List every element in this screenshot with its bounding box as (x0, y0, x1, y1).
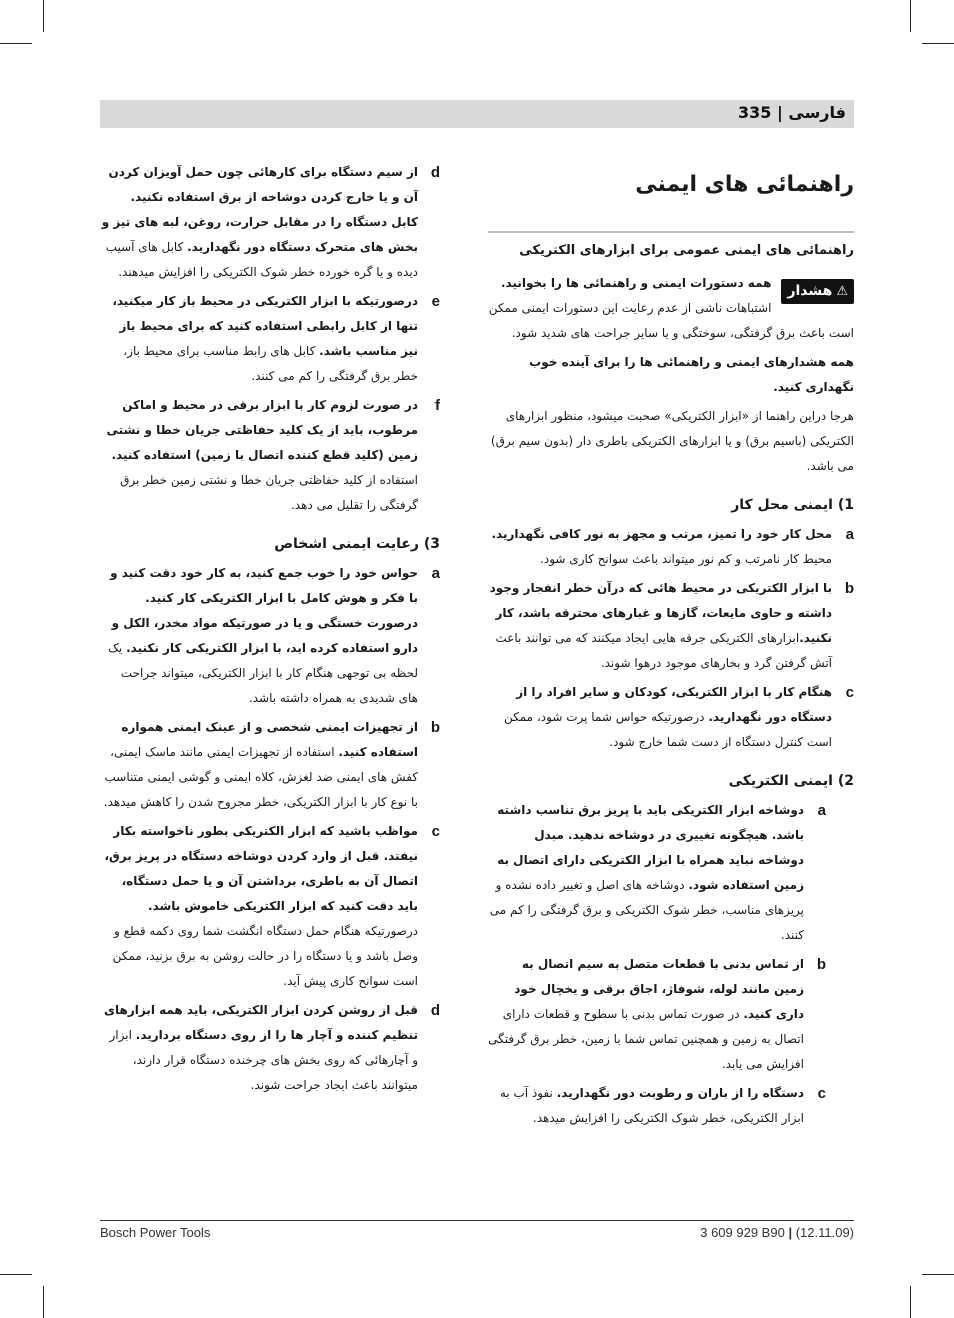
list-electrical-continued (100, 160, 440, 518)
list-personal (100, 561, 440, 1098)
header-language: فارسی (788, 103, 846, 122)
item-letter: a (817, 802, 826, 819)
list-item (488, 576, 854, 676)
item-letter: c (817, 1085, 826, 1102)
warning-paragraph: همه دستورات ایمنی و راهنمائی ها را بخوانید. اشتباهات ناشی از عدم رعایت این دستورات ایمنی ممکن است باعث برق گرفتگی، سوختگی و یا سایر جراحت های شدید شود. (488, 276, 854, 340)
item-bold-text: دوشاخه ابزار الکتریکی باید با پریز برق تناسب داشته باشد. هیچگونه تغییری در دوشاخه ندهید. مبدل دوشاخه نباید همراه با ابزار الکتریکی دارای اتصال به زمین استفاده شود. (497, 803, 804, 892)
list-item (488, 798, 826, 948)
list-item (100, 998, 440, 1098)
left-column (100, 160, 440, 1102)
list-item (488, 1081, 826, 1131)
item-letter: f (435, 397, 440, 414)
footer-docinfo: 3 609 929 B90 | (12.11.09) (700, 1225, 854, 1240)
list-electrical (488, 798, 854, 1131)
list-item (488, 680, 854, 755)
list-work-area (488, 522, 854, 755)
section-title: راهنمائی های ایمنی عمومی برای ابزارهای الکتریکی (488, 231, 854, 265)
list-item (488, 522, 854, 572)
list-item (100, 561, 440, 711)
item-text: در صورت تماس بدنی با سطوح و قطعات دارای اتصال به زمین و همچنین تماس شما با زمین، خطر برق گرفتگی افزایش می یابد. (488, 1007, 804, 1071)
crop-mark (922, 43, 954, 44)
item-bold-text: با ابزار الکتریکی در محیط هائی که درآن خطر انفجار وجود داشته و حاوی مایعات، گازها و غبارهای محترقه باشد، کار نکنید. (489, 581, 832, 645)
footer-rule (100, 1220, 854, 1221)
item-bold-text: درصورتیکه با ابزار الکتریکی در محیط باز کار میکنید، تنها از کابل رابطی استفاده کنید که برای محیط باز نیز مناسب باشد. (112, 294, 418, 358)
crop-mark (910, 1286, 911, 1318)
item-letter: c (845, 684, 854, 701)
warning-icon: ⚠ (836, 284, 848, 299)
list-item (100, 160, 440, 285)
footer-brand: Bosch Power Tools (100, 1225, 211, 1240)
item-letter: b (816, 956, 826, 973)
item-letter: b (430, 719, 440, 736)
item-letter: d (430, 164, 440, 181)
item-bold-text: در صورت لزوم کار با ابزار برقی در محیط و اماکن مرطوب، باید از یک کلید حفاظتی جریان خطا و نشتی زمین (کلید قطع کننده اتصال با زمین) استفاده کنید. (106, 398, 418, 462)
item-text: کابل های رابط مناسب برای محیط باز، خطر برق گرفتگی را کم می کنند. (123, 344, 418, 383)
crop-mark (43, 1286, 44, 1318)
warning-badge: ⚠هشدار (781, 279, 854, 304)
page-title: راهنمائی های ایمنی (635, 172, 854, 197)
heading-work-area-safety: 1) ایمنی محل کار (731, 497, 854, 513)
item-text: درصورتیکه حواس شما پرت شود، ممکن است کنترل دستگاه از دست شما خارج شود. (503, 710, 832, 749)
item-bold-text: حواس خود را خوب جمع کنید، به کار خود دقت کنید و با فکر و هوش کامل با ابزار الکتریکی کار کنید. درصورت خستگی و یا در صورتیکه مواد مخدر، الکل و دارو استفاده کرده اید، با ابزار الکتریکی کار نکنید. (110, 566, 418, 655)
item-text: محیط کار نامرتب و کم نور میتواند باعث سوانح کاری شود. (540, 552, 832, 566)
item-letter: a (431, 565, 440, 582)
item-bold-text: هنگام کار با ابزار الکتریکی، کودکان و سایر افراد را از دستگاه دور نگهدارید. (516, 685, 832, 724)
list-item (100, 819, 440, 994)
heading-electrical-safety: 2) ایمنی الکتریکی (728, 773, 854, 789)
item-bold-text: قبل از روشن کردن ابزار الکتریکی، باید همه ابزارهای تنظیم کننده و آچار ها را از روی دستگاه بردارید. (104, 1003, 418, 1042)
item-bold-text: دستگاه را از باران و رطوبت دور نگهدارید. (556, 1086, 804, 1100)
crop-mark (910, 0, 911, 32)
warning-block (488, 271, 854, 346)
keep-instructions: همه هشدارهای ایمنی و راهنمائی ها را برای آینده خوب نگهداری کنید. (529, 355, 854, 394)
page-header (100, 100, 854, 128)
item-letter: a (845, 526, 854, 543)
footer-date: (12.11.09) (795, 1225, 854, 1240)
list-item (100, 393, 440, 518)
crop-mark (922, 1274, 954, 1275)
footer-doc-number: 3 609 929 B90 (700, 1225, 785, 1240)
item-text: ابزار و آچارهائی که روی بخش های چرخنده دستگاه قرار دارند، میتوانند باعث ایجاد جراحت شوند. (109, 1028, 418, 1092)
item-text: استفاده از کلید حفاظتی جریان خطا و نشتی زمین خطر برق گرفتگی را تقلیل می دهد. (120, 473, 418, 512)
item-bold-text: از تجهیزات ایمنی شخصی و از عینک ایمنی همواره استفاده کنید. (121, 720, 418, 759)
item-text: کابل های آسیب دیده و یا گره خورده خطر شوک الکتریکی را افزایش میدهند. (105, 240, 418, 279)
page-number: 335 (737, 103, 772, 122)
list-item (100, 715, 440, 815)
item-bold-text: از سیم دستگاه برای کارهائی چون حمل آویزان کردن آن و یا خارج کردن دوشاخه از برق استفاده نکنید. کابل دستگاه را در مقابل حرارت، روغن، لبه های تیز و بخش های متحرک دستگاه دور نگهدارید. (101, 165, 418, 254)
item-text: استفاده از تجهیزات ایمنی مانند ماسک ایمنی، کفش های ایمنی ضد لغزش، کلاه ایمنی و گوشی ایمنی متناسب با نوع کار با ابزار الکتریکی، خطر مجروح شدن را کاهش میدهد. (103, 745, 418, 809)
item-bold-text: محل کار خود را تمیز، مرتب و مجهز به نور کافی نگهدارید. (491, 527, 832, 541)
item-letter: e (431, 293, 440, 310)
item-text: یک لحظه بی توجهی هنگام کار با ابزار الکتریکی، میتواند جراحت های شدیدی به همراه داشته باشد. (108, 641, 418, 705)
item-text: ابزارهای الکتریکی جرقه هایی ایجاد میکنند که می توانند باعث آتش گرفتن گرد و بخارهای موجود درهوا شوند. (495, 631, 832, 670)
right-column (488, 165, 854, 1135)
list-item (488, 952, 826, 1077)
item-bold-text: مواظب باشید که ابزار الکتریکی بطور ناخواسته بکار نیفتد. قبل از وارد کردن دوشاخه دستگاه در پریز برق، اتصال آن به باطری، برداشتن آن و یا حمل دستگاه، باید دقت کنید که ابزار الکتریکی خاموش باشد. (104, 824, 418, 913)
item-text: نفوذ آب به ابزار الکتریکی، خطر شوک الکتریکی را افزایش میدهد. (499, 1086, 804, 1125)
item-letter: b (844, 580, 854, 597)
item-text: درصورتیکه هنگام حمل دستگاه انگشت شما روی دکمه قطع و وصل باشد و یا دستگاه را در حالت روشن به برق بزنید، ممکن است سوانح کاری پیش آید. (112, 924, 418, 988)
crop-mark (0, 1274, 32, 1275)
crop-mark (43, 0, 44, 32)
item-letter: c (431, 823, 440, 840)
item-letter: d (430, 1002, 440, 1019)
intro-paragraph: هرجا دراین راهنما از «ابزار الکتریکی» صحبت میشود، منظور ابزارهای الکتریکی (باسیم برق) و یا ابزارهای الکتریکی باطری دار (بدون سیم برق) می باشد. (490, 409, 854, 473)
header-text: فارسی | 335 (737, 103, 846, 122)
item-text: دوشاخه های اصل و تغییر داده نشده و پریزهای مناسب، خطر شوک الکتریکی و برق گرفتگی را کم می کنند. (489, 878, 804, 942)
heading-personal-safety: 3) رعایت ایمنی اشخاص (274, 536, 440, 552)
crop-mark (0, 43, 32, 44)
list-item (100, 289, 440, 389)
item-bold-text: از تماس بدنی با قطعات متصل به سیم اتصال به زمین مانند لوله، شوفاژ، اجاق برقی و یخچال خود داری کنید. (514, 957, 804, 1021)
